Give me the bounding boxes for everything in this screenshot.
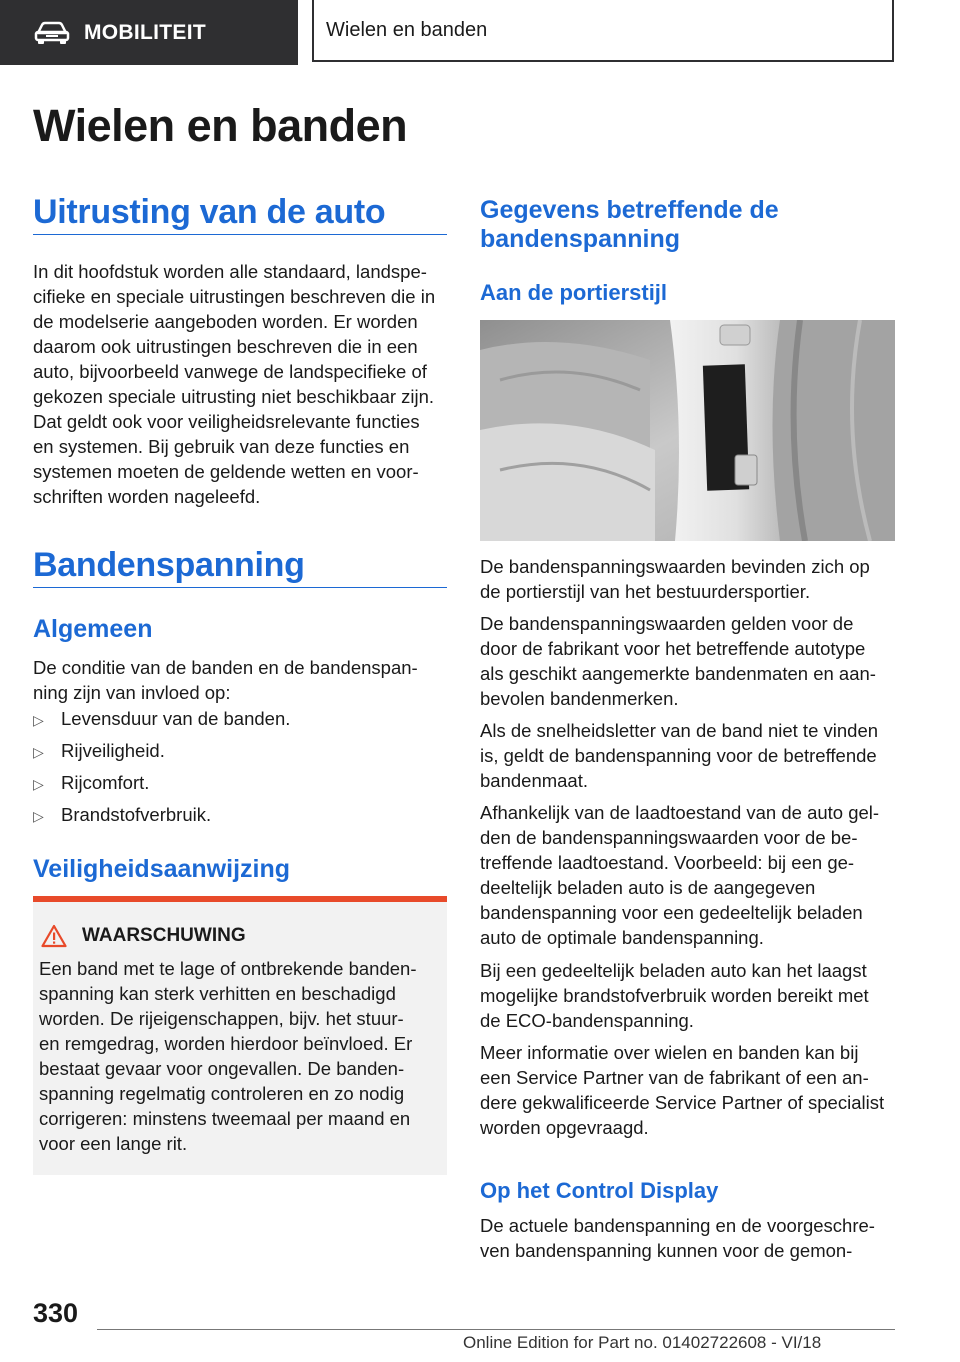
text-line: bandenspanning voor een gedeeltelijk beladen bbox=[480, 902, 863, 923]
text-line: den de bandenspanningswaarden voor de be- bbox=[480, 827, 858, 848]
paragraph bbox=[480, 554, 900, 604]
text-line: bevolen bandenmerken. bbox=[480, 688, 679, 709]
text-line: spanning regelmatig controleren en zo nodig bbox=[39, 1083, 405, 1104]
text-line: als geschikt aangemerkte bandenmaten en aan- bbox=[480, 663, 876, 684]
text-line: dere gekwalificeerde Service Partner of specialist bbox=[480, 1092, 885, 1113]
text-line: Meer informatie over wielen en banden kan bij bbox=[480, 1042, 859, 1063]
paragraph bbox=[480, 958, 900, 1033]
text-line: De bandenspanningswaarden gelden voor de bbox=[480, 613, 854, 634]
text-line: Afhankelijk van de laadtoestand van de auto gel- bbox=[480, 802, 880, 823]
paragraph bbox=[480, 1213, 900, 1263]
subsection-title-algemeen: Algemeen bbox=[33, 615, 153, 643]
breadcrumb-label: Wielen en banden bbox=[326, 18, 488, 41]
text-line: worden. De rijeigenschappen, bijv. het stuur- bbox=[39, 1008, 404, 1029]
car-icon bbox=[34, 21, 70, 45]
text-line: bandenmaat. bbox=[480, 770, 589, 791]
text-line: De actuele bandenspanning en de voorgeschre- bbox=[480, 1215, 875, 1236]
list-item-text: Levensduur van de banden. bbox=[61, 708, 291, 729]
warning-header bbox=[41, 924, 246, 948]
text-line: De bandenspanningswaarden bevinden zich op bbox=[480, 556, 870, 577]
door-pillar-photo bbox=[480, 320, 895, 541]
subsection-title-veiligheid: Veiligheidsaanwijzing bbox=[33, 855, 291, 883]
bullet-triangle-icon: ▷ bbox=[33, 776, 44, 792]
text-line: auto, bijvoorbeeld vanwege de landspecifieke of bbox=[33, 361, 427, 382]
text-line: deeltelijk beladen auto is de aangegeven bbox=[480, 877, 816, 898]
list-item-text: Brandstofverbruik. bbox=[61, 804, 212, 825]
text-line: en systemen. Bij gebruik van deze functies en bbox=[33, 436, 410, 457]
warning-box bbox=[33, 896, 447, 1175]
text-line: een Service Partner van de fabrikant of een an- bbox=[480, 1067, 869, 1088]
paragraph bbox=[480, 800, 900, 950]
section-rule bbox=[33, 234, 447, 235]
text-line: auto de optimale bandenspanning. bbox=[480, 927, 764, 948]
uitrusting-paragraph bbox=[33, 259, 453, 509]
text-line: bestaat gevaar voor ongevallen. De banden- bbox=[39, 1058, 405, 1079]
bullet-triangle-icon: ▷ bbox=[33, 744, 44, 760]
section-title-gegevens bbox=[480, 196, 779, 254]
section-label: MOBILITEIT bbox=[84, 20, 206, 44]
footer-edition: Online Edition for Part no. 01402722608 - VI/18 bbox=[463, 1333, 822, 1352]
subsection-title-control-display: Op het Control Display bbox=[480, 1178, 719, 1203]
text-line: Als de snelheidsletter van de band niet te vinden bbox=[480, 720, 879, 741]
text-line: ning zijn van invloed op: bbox=[33, 682, 231, 703]
text-line: ven bandenspanning kunnen voor de gemon- bbox=[480, 1240, 853, 1261]
page-number: 330 bbox=[33, 1298, 79, 1328]
text-line: Dat geldt ook voor veiligheidsrelevante functies bbox=[33, 411, 420, 432]
text-line: In dit hoofdstuk worden alle standaard, landspe- bbox=[33, 261, 427, 282]
list-item bbox=[33, 770, 149, 797]
list-item-text: Rijveiligheid. bbox=[61, 740, 165, 761]
section-title-line: bandenspanning bbox=[480, 225, 680, 253]
warning-triangle-icon bbox=[41, 924, 67, 948]
section-tab[interactable] bbox=[0, 0, 298, 65]
paragraph bbox=[480, 1040, 900, 1140]
text-line: voor een lange rit. bbox=[39, 1133, 188, 1154]
text-line: mogelijke brandstofverbruik worden bereikt met bbox=[480, 985, 869, 1006]
page-title: Wielen en banden bbox=[33, 100, 408, 151]
warning-text bbox=[39, 956, 439, 1156]
text-line: de ECO-bandenspanning. bbox=[480, 1010, 694, 1031]
text-line: Bij een gedeeltelijk beladen auto kan het laagst bbox=[480, 960, 867, 981]
algemeen-paragraph bbox=[33, 655, 453, 705]
text-line: de modelserie aangeboden worden. Er worden bbox=[33, 311, 418, 332]
list-item-text: Rijcomfort. bbox=[61, 772, 150, 793]
subsection-title-portierstijl: Aan de portierstijl bbox=[480, 280, 668, 305]
section-title-bandenspanning: Bandenspanning bbox=[33, 546, 305, 584]
text-line: De conditie van de banden en de bandenspan- bbox=[33, 657, 418, 678]
paragraph bbox=[480, 611, 900, 711]
text-line: de portierstijl van het bestuurdersportier. bbox=[480, 581, 811, 602]
paragraph bbox=[480, 718, 900, 793]
text-line: schriften worden nageleefd. bbox=[33, 486, 261, 507]
section-title-line: Gegevens betreffende de bbox=[480, 196, 779, 224]
text-line: en remgedrag, worden hierdoor beïnvloed. Er bbox=[39, 1033, 413, 1054]
text-line: worden opgevraagd. bbox=[480, 1117, 649, 1138]
text-line: daarom ook uitrustingen beschreven die in een bbox=[33, 336, 418, 357]
text-line: Een band met te lage of ontbrekende banden- bbox=[39, 958, 417, 979]
warning-label: WAARSCHUWING bbox=[82, 925, 246, 946]
bullet-triangle-icon: ▷ bbox=[33, 808, 44, 824]
section-title-uitrusting: Uitrusting van de auto bbox=[33, 193, 386, 231]
text-line: door de fabrikant voor het betreffende autotype bbox=[480, 638, 866, 659]
text-line: corrigeren: minstens tweemaal per maand en bbox=[39, 1108, 411, 1129]
text-line: treffende laadtoestand. Voorbeeld: bij een ge- bbox=[480, 852, 855, 873]
text-line: cifieke en speciale uitrustingen beschreven die in bbox=[33, 286, 436, 307]
list-item bbox=[33, 738, 165, 765]
text-line: is, geldt de bandenspanning voor de betreffende bbox=[480, 745, 877, 766]
section-rule bbox=[33, 587, 447, 588]
text-line: spanning kan sterk verhitten en beschadigd bbox=[39, 983, 396, 1004]
text-line: systemen moeten de geldende wetten en voor- bbox=[33, 461, 419, 482]
text-line: gekozen speciale uitrusting niet beschikbaar zijn. bbox=[33, 386, 435, 407]
breadcrumb[interactable] bbox=[312, 0, 894, 62]
footer-rule bbox=[97, 1329, 895, 1330]
list-item bbox=[33, 802, 211, 829]
list-item bbox=[33, 706, 290, 733]
bullet-triangle-icon: ▷ bbox=[33, 712, 44, 728]
